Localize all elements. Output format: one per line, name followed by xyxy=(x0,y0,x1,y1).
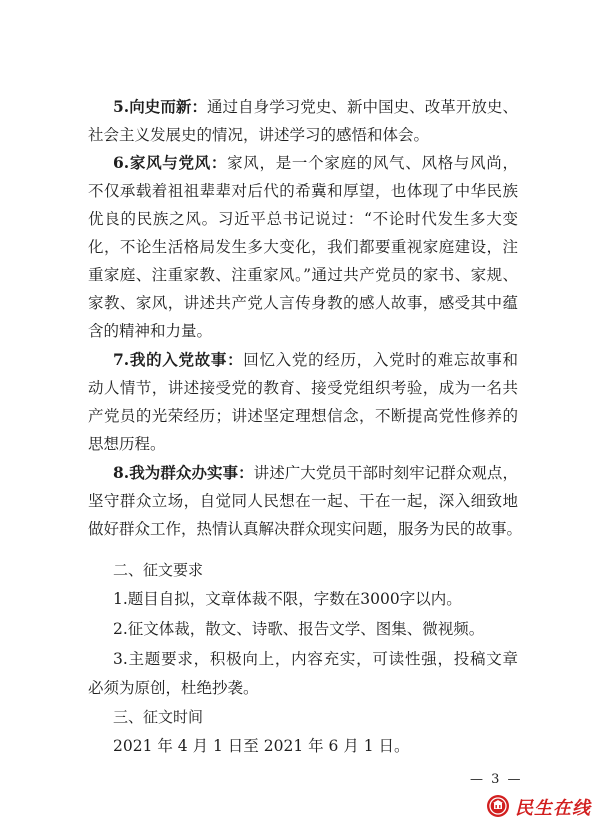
item-6-line-3: 优良的民族之风。习近平总书记说过：“不论时代发生多大变 xyxy=(88,210,518,228)
item-7-text: 回忆入党的经历，入党时的难忘故事和 xyxy=(243,351,518,369)
page-number: — 3 — xyxy=(470,772,523,787)
item-7-line-4: 思想历程。 xyxy=(88,435,166,453)
requirement-1: 1.题目自拟，文章体裁不限，字数在3000字以内。 xyxy=(113,590,462,608)
item-8-line-1 xyxy=(113,463,518,483)
requirement-3-line-1: 3.主题要求，积极向上，内容充实，可读性强，投稿文章 xyxy=(113,650,518,668)
item-7-line-3: 产党员的光荣经历；讲述坚定理想信念，不断提高党性修养的 xyxy=(88,407,518,425)
item-6-line-1 xyxy=(113,153,518,173)
item-5-text: 通过自身学习党史、新中国史、改革开放史、 xyxy=(207,98,518,116)
requirement-3-line-2: 必须为原创，杜绝抄袭。 xyxy=(88,679,259,697)
item-6-text: 家风，是一个家庭的风气、风格与风尚， xyxy=(227,154,518,172)
item-5-line-2: 社会主义发展史的情况，讲述学习的感悟和体会。 xyxy=(88,126,430,144)
item-8-line-2: 坚守群众立场，自觉同人民想在一起、干在一起，深入细致地 xyxy=(88,492,518,510)
item-7-line-2: 动人情节，讲述接受党的教育、接受党组织考验，成为一名共 xyxy=(88,379,518,397)
item-8-title: 8.我为群众办实事： xyxy=(113,463,254,482)
item-6-title: 6.家风与党风： xyxy=(113,153,228,172)
item-5-title: 5.向史而新： xyxy=(113,97,207,116)
watermark-logo xyxy=(486,791,598,823)
item-6-line-6: 家教、家风，讲述共产党人言传身教的感人故事，感受其中蕴 xyxy=(88,294,518,312)
item-7-line-1 xyxy=(113,350,518,370)
item-6-line-5: 重家庭、注重家教、注重家风。”通过共产党员的家书、家规、 xyxy=(88,266,518,284)
item-6-line-4: 化，不论生活格局发生多大变化，我们都要重视家庭建设，注 xyxy=(88,238,518,256)
item-8-line-3: 做好群众工作，热情认真解决群众现实问题，服务为民的故事。 xyxy=(88,520,523,538)
item-8-text: 讲述广大党员干部时刻牢记群众观点， xyxy=(253,464,518,482)
section-3-heading: 三、征文时间 xyxy=(113,708,204,726)
section-2-heading: 二、征文要求 xyxy=(113,561,204,579)
essay-period-date: 2021 年 4 月 1 日至 2021 年 6 月 1 日。 xyxy=(113,737,410,755)
requirement-2: 2.征文体裁，散文、诗歌、报告文学、图集、微视频。 xyxy=(113,620,485,638)
item-5-line-1 xyxy=(113,97,518,117)
item-6-line-7: 含的精神和力量。 xyxy=(88,322,213,340)
emblem-icon xyxy=(486,794,510,818)
item-6-line-2: 不仅承载着祖祖辈辈对后代的希冀和厚望，也体现了中华民族 xyxy=(88,182,518,200)
item-7-title: 7.我的入党故事： xyxy=(113,350,244,369)
watermark-text: 民生在线 xyxy=(515,798,591,819)
